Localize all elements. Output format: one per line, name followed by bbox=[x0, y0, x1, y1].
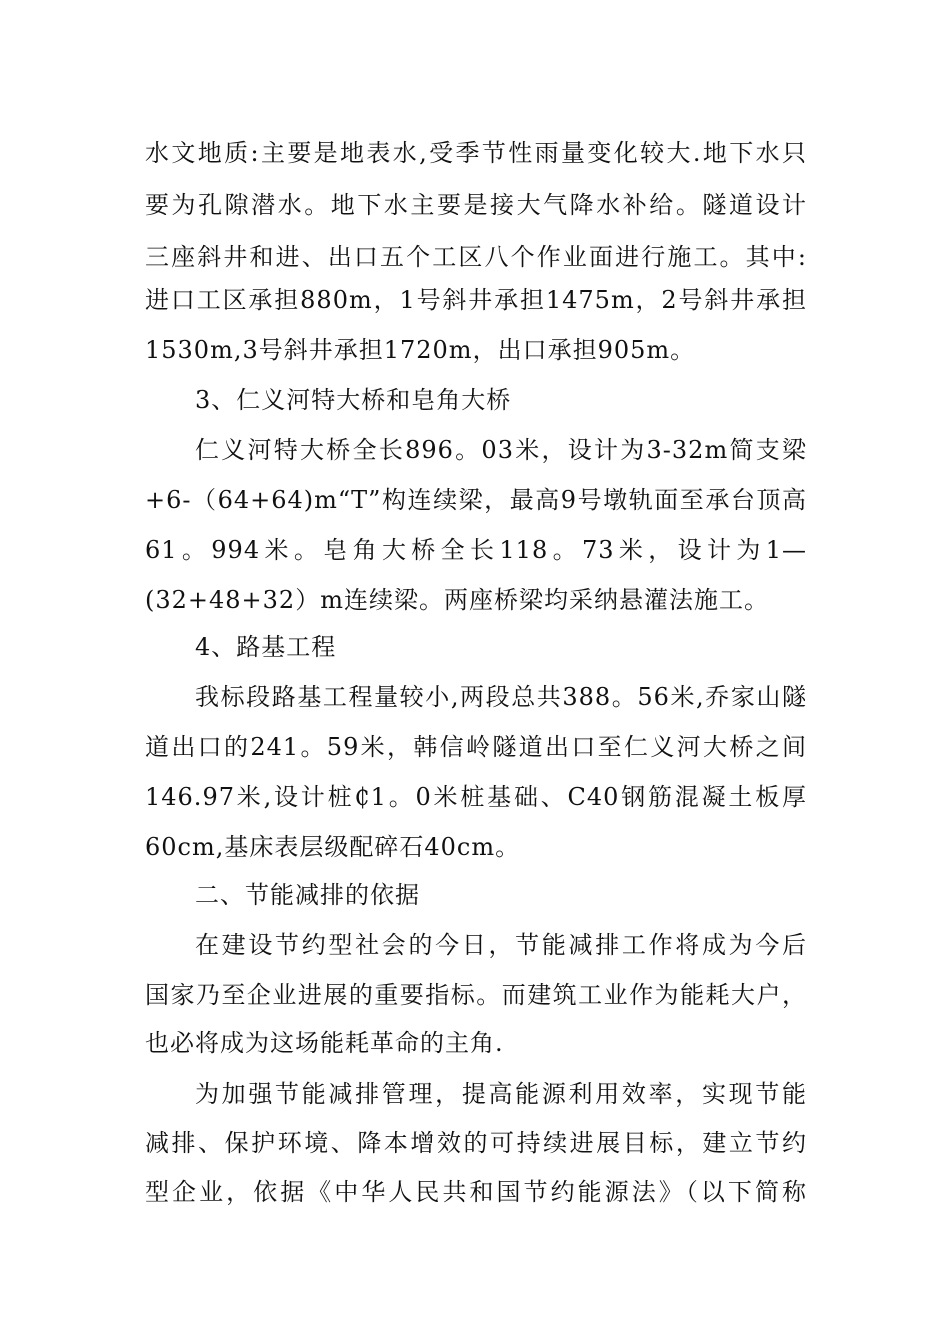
paragraph-line: 在建设节约型社会的今日，节能减排工作将成为今后 bbox=[195, 931, 807, 959]
paragraph-line: 进口工区承担880m，1号斜井承担1475m，2号斜井承担 bbox=[145, 286, 807, 314]
paragraph-line: 水文地质:主要是地表水,受季节性雨量变化较大.地下水只 bbox=[145, 139, 807, 167]
paragraph-line: 146.97米,设计桩₵1。0米桩基础、C40钢筋混凝土板厚 bbox=[145, 783, 807, 811]
paragraph-line: 道出口的241。59米，韩信岭隧道出口至仁义河大桥之间 bbox=[145, 733, 807, 761]
paragraph-line: 我标段路基工程量较小,两段总共388。56米,乔家山隧 bbox=[195, 683, 807, 711]
paragraph-line: 型企业，依据《中华人民共和国节约能源法》（以下简称 bbox=[145, 1178, 807, 1206]
paragraph-line: 减排、保护环境、降本增效的可持续进展目标，建立节约 bbox=[145, 1129, 807, 1157]
paragraph-line: (32+48+32）m连续梁。两座桥梁均采纳悬灌法施工。 bbox=[145, 586, 769, 614]
paragraph-line: 三座斜井和进、出口五个工区八个作业面进行施工。其中: bbox=[145, 243, 807, 271]
paragraph-line: 61。994米。皂角大桥全长118。73米，设计为1— bbox=[145, 536, 807, 564]
paragraph-line: 也必将成为这场能耗革命的主角. bbox=[145, 1029, 504, 1057]
paragraph-line: +6-（64+64)m“T”构连续梁，最高9号墩轨面至承台顶高 bbox=[145, 486, 807, 514]
section-heading: 3、仁义河特大桥和皂角大桥 bbox=[195, 386, 512, 414]
paragraph-line: 要为孔隙潜水。地下水主要是接大气降水补给。隧道设计 bbox=[145, 191, 807, 219]
paragraph-line: 仁义河特大桥全长896。03米，设计为3-32m简支梁 bbox=[195, 436, 807, 464]
paragraph-line: 1530m,3号斜井承担1720m，出口承担905m。 bbox=[145, 336, 696, 364]
section-heading: 二、节能减排的依据 bbox=[195, 881, 420, 909]
paragraph-line: 为加强节能减排管理，提高能源利用效率，实现节能 bbox=[195, 1080, 807, 1108]
section-heading: 4、路基工程 bbox=[195, 633, 337, 661]
paragraph-line: 60cm,基床表层级配碎石40cm。 bbox=[145, 833, 521, 861]
paragraph-line: 国家乃至企业进展的重要指标。而建筑工业作为能耗大户， bbox=[145, 981, 807, 1009]
